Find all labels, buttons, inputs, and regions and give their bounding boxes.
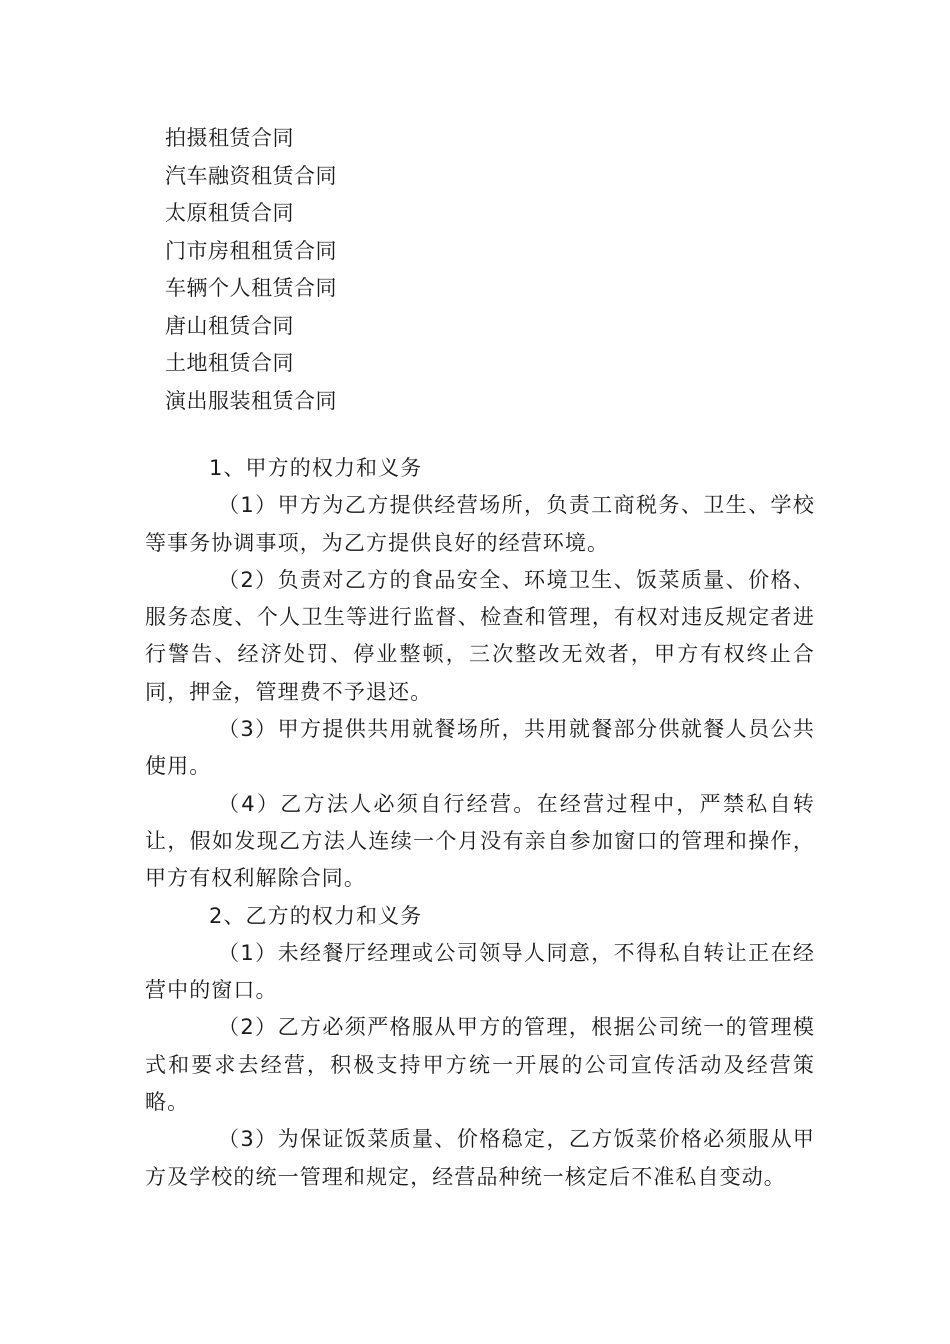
- party-b-heading: 2、乙方的权力和义务: [209, 903, 423, 928]
- party-a-clause-3: （3）甲方提供共用就餐场所，共用就餐部分供就餐人员公共使用。: [145, 717, 815, 779]
- related-contract-link[interactable]: 土地租赁合同: [165, 351, 294, 375]
- related-contract-link[interactable]: 唐山租赁合同: [165, 313, 294, 338]
- party-b-clause-3: （3）为保证饭菜质量、价格稳定，乙方饭菜价格必须服从甲方及学校的统一管理和规定，经营品种统一核定后不准私自变动。: [145, 1127, 815, 1189]
- related-contract-link[interactable]: 拍摄租赁合同: [165, 126, 294, 150]
- party-a-clause-4: （4）乙方法人必须自行经营。在经营过程中，严禁私自转让，假如发现乙方法人连续一个月没有亲自参加窗口的管理和操作，甲方有权利解除合同。: [145, 791, 815, 891]
- party-a-clause-2: （2）负责对乙方的食品安全、环境卫生、饭菜质量、价格、服务态度、个人卫生等进行监督、检查和管理，有权对违反规定者进行警告、经济处罚、停业整顿，三次整改无效者，甲方有权终止合同，押金，管理费不予退还。: [145, 567, 815, 704]
- party-b-clause-2: （2）乙方必须严格服从甲方的管理，根据公司统一的管理模式和要求去经营，积极支持甲方统一开展的公司宣传活动及经营策略。: [145, 1015, 815, 1115]
- related-contract-link[interactable]: 门市房租租赁合同: [165, 238, 337, 263]
- related-contract-link[interactable]: 太原租赁合同: [165, 201, 294, 225]
- party-b-clause-1: （1）未经餐厅经理或公司领导人同意，不得私自转让正在经营中的窗口。: [145, 940, 815, 1003]
- related-contract-link[interactable]: 演出服装租赁合同: [165, 388, 337, 413]
- party-a-heading: 1、甲方的权力和义务: [209, 456, 423, 480]
- party-a-clause-1: （1）甲方为乙方提供经营场所，负责工商税务、卫生、学校等事务协调事项，为乙方提供良好的经营环境。: [145, 493, 815, 555]
- contract-body: [145, 450, 815, 1196]
- related-contracts-list: [165, 120, 337, 420]
- related-contract-link[interactable]: 车辆个人租赁合同: [165, 276, 337, 300]
- related-contract-link[interactable]: 汽车融资租赁合同: [165, 163, 337, 188]
